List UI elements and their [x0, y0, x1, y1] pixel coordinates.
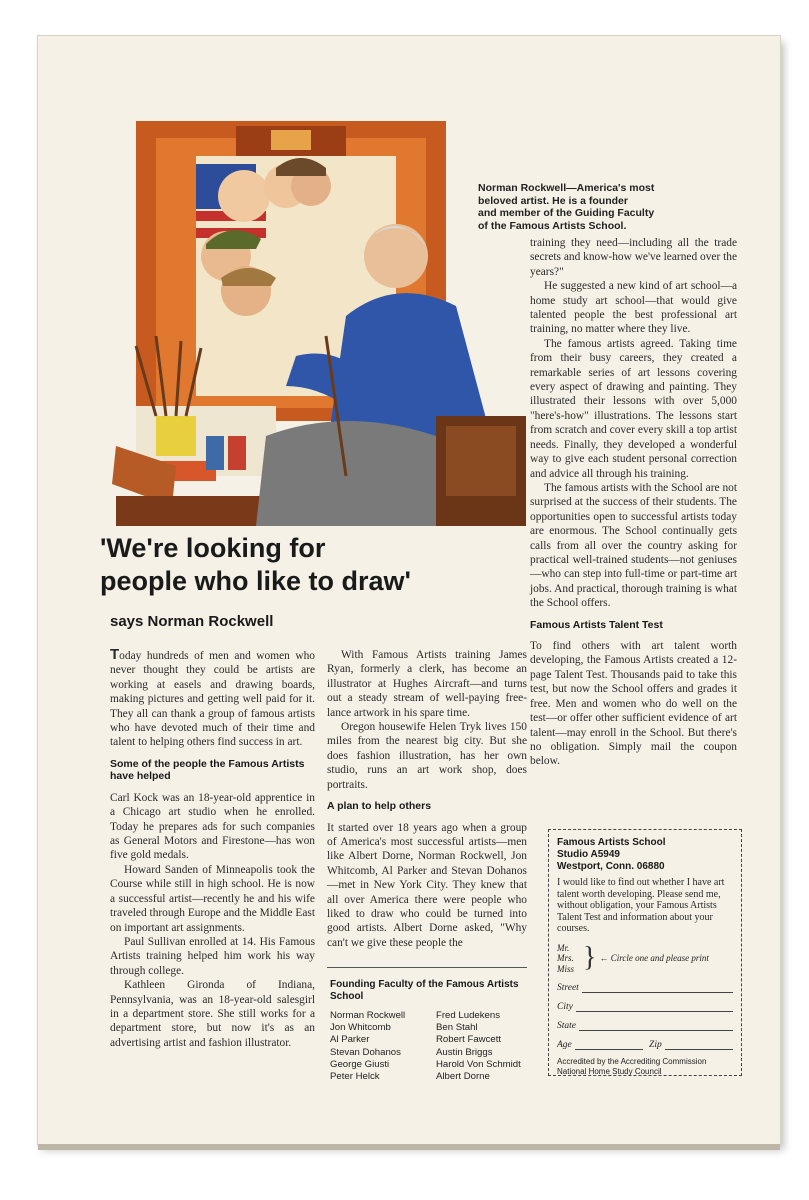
faculty-name: George Giusti	[330, 1058, 390, 1070]
title-option[interactable]: Mrs.	[557, 953, 574, 963]
headline	[100, 532, 520, 598]
faculty-name: Norman Rockwell	[330, 1010, 406, 1021]
coupon-address: Westport, Conn. 06880	[557, 861, 665, 872]
paragraph: Carl Kock was an 18-year-old apprentice in a Chicago art studio when he enrolled. Today he prepares ads for such companies as General Motors and Firestone—has won five gold medals.	[110, 791, 315, 862]
text-column-1	[110, 648, 315, 1050]
text-column-3	[530, 236, 737, 769]
age-label: Age	[557, 1040, 572, 1050]
age-zip-field[interactable]	[557, 1039, 733, 1050]
section-heading: A plan to help others	[327, 800, 432, 813]
headline-line: 'We're looking for	[100, 533, 326, 563]
street-field[interactable]	[557, 982, 733, 993]
paragraph: Oregon housewife Helen Tryk lives 150 miles from the nearest big city. But she does fashion illustration, has her own studio, runs an art work shop, does portraits.	[327, 721, 527, 791]
caption-line: and member of the Guiding Faculty	[478, 207, 655, 219]
caption-line: beloved artist. He is a founder	[478, 194, 628, 207]
city-field[interactable]	[557, 1001, 733, 1012]
faculty-name: Robert Fawcett	[436, 1034, 502, 1046]
mail-in-coupon[interactable]	[548, 829, 742, 1076]
faculty-name: Al Parker	[330, 1034, 370, 1046]
paragraph: To find others with art talent worth developing, the Famous Artists created a 12-page Talent Test. Thousands paid to take this test, but now the School offers and grades it free. Men and women who do well on the test—or offer other sufficient evidence of art talent—may enroll in the School. But there's no obligation. Simply mail the coupon below.	[530, 640, 737, 768]
paragraph: It started over 18 years ago when a group of America's most successful artists—men like Albert Dorne, Norman Rockwell, Jon Whitcomb, Al Parker and Stevan Dohanos—met in New York City. They knew that all over America there were people who liked to draw who could be turned into good artists. Albert Dorne asked, "Why can't we give these people the	[327, 821, 527, 949]
section-heading: Some of the people the Famous Artists have helped	[110, 757, 305, 783]
section-heading: Famous Artists Talent Test	[530, 618, 663, 631]
text-column-2	[327, 648, 527, 950]
coupon-body: I would like to find out whether I have art talent worth developing. Please send me, without obligation, your Famous Artists Talent Test and information about your courses.	[557, 877, 725, 934]
city-label: City	[557, 1002, 573, 1012]
illustration-caption	[478, 182, 678, 232]
paragraph: The famous artists with the School are not surprised at the success of their students. The opportunities open to successful artists today are enormous. The School continually gets calls from all over the country asking for practical well-trained students—not geniuses—who can step into full-time or part-time art jobs. And practical, thorough training is what the School offers.	[530, 481, 737, 610]
circle-note: ← Circle one and please print	[599, 953, 709, 963]
title-option[interactable]: Mr.	[557, 942, 570, 953]
faculty-name: Fred Ludekens	[436, 1010, 500, 1021]
zip-line[interactable]	[665, 1039, 733, 1050]
paragraph: He suggested a new kind of art school—a home study art school—that would give talented people the best professional art training, no matter where they live.	[530, 280, 737, 336]
street-label: Street	[557, 983, 579, 993]
coupon-school: Famous Artists School	[557, 837, 666, 848]
faculty-name: Albert Dorne	[436, 1071, 490, 1083]
state-line[interactable]	[579, 1020, 733, 1031]
faculty-name: Stevan Dohanos	[330, 1046, 401, 1058]
coupon-studio: Studio A5949	[557, 849, 620, 860]
faculty-name: Jon Whitcomb	[330, 1022, 391, 1034]
paragraph: Kathleen Gironda of Indiana, Pennsylvania, was an 18-year-old salesgirl in a department store. She still works for a department store, but now it's as an advertising artist and fashion illustrator.	[110, 979, 315, 1049]
paragraph: With Famous Artists training James Ryan, formerly a clerk, has become an illustrator at Hughes Aircraft—and turns out a steady stream of well-paying free-lance artwork in his spare time.	[327, 649, 527, 719]
faculty-name: Harold Von Schmidt	[436, 1058, 521, 1070]
state-label: State	[557, 1021, 576, 1031]
zip-label: Zip	[649, 1040, 662, 1050]
title-selector[interactable]	[557, 943, 733, 975]
age-line[interactable]	[575, 1039, 643, 1050]
caption-line: Norman Rockwell—America's most	[478, 182, 655, 194]
accreditation-note: Accredited by the Accrediting Commission National Home Study Council	[557, 1057, 707, 1076]
faculty-list-right	[436, 1010, 521, 1083]
intro-paragraph	[110, 648, 315, 750]
caption-line: of the Famous Artists School.	[478, 219, 627, 232]
state-field[interactable]	[557, 1020, 733, 1031]
divider	[327, 967, 527, 968]
street-line[interactable]	[582, 982, 733, 993]
faculty-title: Founding Faculty of the Famous Artists School	[330, 979, 519, 1002]
paragraph: Howard Sanden of Minneapolis took the Course while still in high school. He is now a successful artist—recently he and his wife traveled through Europe and the Middle East on important art assignments.	[110, 863, 315, 934]
intro-text: oday hundreds of men and women who never thought they could be artists are working at easels and drawing boards, making pictures and getting well paid for it. They all can thank a group of famous artists who have devoted much of their time and talent to helping others find success in art.	[110, 650, 315, 749]
faculty-list-left	[330, 1010, 405, 1083]
headline-line: people who like to draw'	[100, 566, 411, 596]
drop-cap: T	[110, 646, 120, 663]
subheadline: says Norman Rockwell	[110, 613, 274, 630]
faculty-name: Ben Stahl	[436, 1022, 478, 1034]
faculty-name: Austin Briggs	[436, 1046, 493, 1058]
paragraph: training they need—including all the trade secrets and know-how we've learned over the years?"	[530, 237, 738, 278]
city-line[interactable]	[576, 1001, 733, 1012]
paragraph: Paul Sullivan enrolled at 14. His Famous Artists training helped him work his way through college.	[110, 935, 315, 977]
paragraph: The famous artists agreed. Taking time from their busy careers, they created a remarkable series of art lessons covering every aspect of drawing and painting. They illustrated their lessons with over 5,000 "here's-how" illustrations. The lessons start from scratch and cover every skill a top artist needs. Finally, they developed a wonderful way to give each student personal correction and advice all through his training.	[530, 337, 737, 480]
brace-icon: }	[583, 942, 597, 974]
title-option[interactable]: Miss	[557, 963, 575, 974]
faculty-name: Peter Helck	[330, 1071, 380, 1083]
